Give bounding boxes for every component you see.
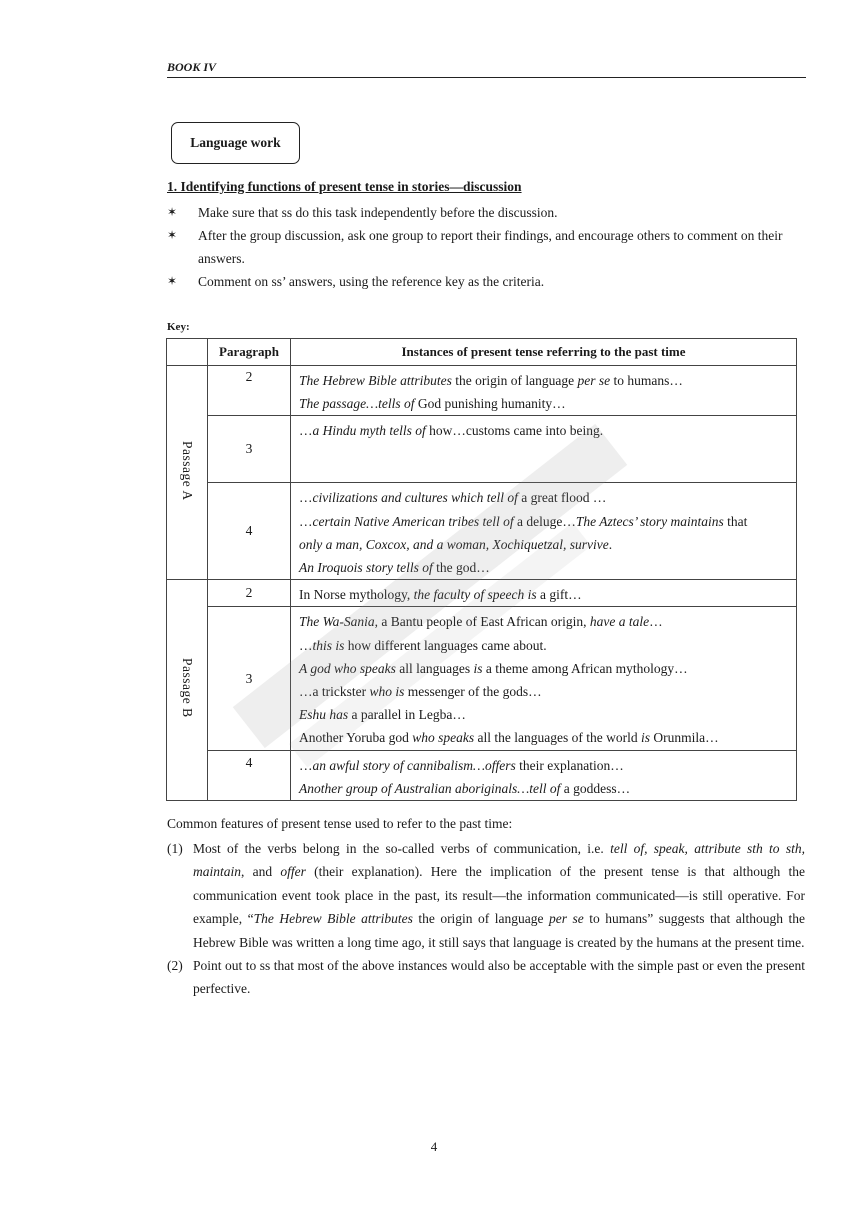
table-header-row bbox=[167, 339, 797, 366]
list-item: ✶ Make sure that ss do this task independently before the discussion. bbox=[167, 201, 807, 224]
table-row: 3 The Wa-Sania, a Bantu people of East African origin, have a tale… …this is how different languages came about. A god who speaks all languages is a theme among African mythology… …a trickster who is messenger of the gods… Eshu has a parallel in Legba… Another Yoruba god who speaks all the languages of the world is Orunmila… bbox=[167, 607, 797, 750]
instruction-list bbox=[167, 201, 807, 293]
star-bullet-icon: ✶ bbox=[167, 228, 178, 242]
key-label: Key: bbox=[167, 321, 190, 333]
header-instances: Instances of present tense referring to the past time bbox=[291, 339, 797, 366]
page-number: 4 bbox=[430, 1139, 438, 1154]
table-row: Passage B 2 In Norse mythology, the faculty of speech is a gift… bbox=[167, 580, 797, 607]
key-table bbox=[166, 338, 797, 801]
table-row: Passage A 2 The Hebrew Bible attributes the origin of language per se to humans… The passage…tells of God punishing humanity… bbox=[167, 366, 797, 416]
list-item: (2) Point out to ss that most of the above instances would also be acceptable with the simple past or even the present perfective. bbox=[167, 958, 805, 997]
common-features-intro: Common features of present tense used to refer to the past time: bbox=[167, 816, 513, 831]
table-row: 4 …an awful story of cannibalism…offers their explanation… Another group of Australian aboriginals…tell of a goddess… bbox=[167, 750, 797, 800]
passage-a-cell: Passage A bbox=[167, 366, 208, 580]
common-features-list bbox=[167, 837, 805, 1001]
running-header bbox=[167, 60, 806, 78]
list-item: (1) Most of the verbs belong in the so-called verbs of communication, i.e. tell of, speak, attribute sth to sth, maintain, and offer (their explanation). Here the implication of the present tense is that although the communication event took place in the past, its result—the information communicated—is still operative. For example, “The Hebrew Bible attributes the origin of language per se to humans” suggests that although the Hebrew Bible was written a long time ago, it still says that language is created by the humans at the present time. bbox=[167, 841, 805, 950]
list-item: ✶ Comment on ss’ answers, using the reference key as the criteria. bbox=[167, 270, 807, 293]
book-title: BOOK IV bbox=[167, 60, 217, 74]
list-item: ✶ After the group discussion, ask one group to report their findings, and encourage others to comment on their answers. bbox=[167, 224, 807, 270]
passage-b-cell: Passage B bbox=[167, 580, 208, 801]
section-label-box bbox=[171, 122, 300, 164]
section-label: Language work bbox=[190, 135, 281, 150]
table-row: 3 …a Hindu myth tells of how…customs came into being. bbox=[167, 416, 797, 483]
star-bullet-icon: ✶ bbox=[167, 274, 178, 288]
star-bullet-icon: ✶ bbox=[167, 205, 178, 219]
header-paragraph: Paragraph bbox=[208, 339, 291, 366]
section-title: 1. Identifying functions of present tense in stories—discussion bbox=[167, 179, 522, 194]
table-row: 4 …civilizations and cultures which tell of a great flood … …certain Native American tribes tell of a deluge…The Aztecs’ story maintains that only a man, Coxcox, and a woman, Xochiquetzal, survive. An Iroquois story tells of the god… bbox=[167, 483, 797, 580]
